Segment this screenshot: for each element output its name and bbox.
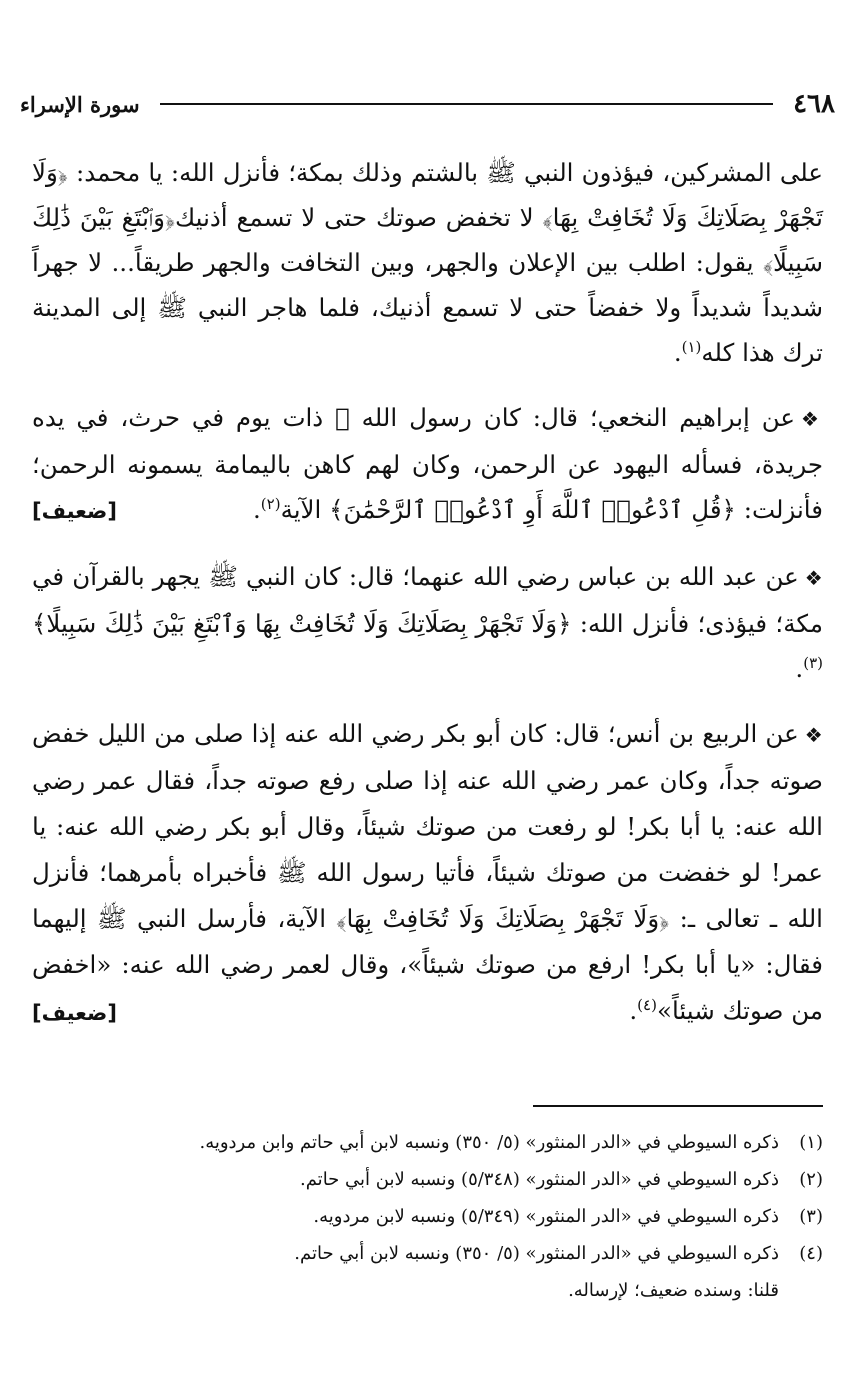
paragraph-text: عن إبراهيم النخعي؛ قال: كان رسول الله ﷺ ذات يوم في حرث، في يده جريدة، فسأله اليهود عن الرحمن، وكان لهم كاهن باليمامة يسمونه الرحمن؛ فأنزلت: ﴿قُلِ ٱدْعُوا۟ ٱللَّهَ أَوِ ٱدْعُوا۟ ٱلرَّحْمَٰنَ﴾ الآية bbox=[32, 403, 823, 524]
footnote-number: (٢) bbox=[799, 1169, 823, 1190]
page-number: ٤٦٨ bbox=[793, 89, 835, 119]
paragraph-4 bbox=[32, 711, 823, 1036]
header-rule bbox=[160, 103, 773, 105]
footnote-ref[interactable]: (٢) bbox=[260, 494, 281, 513]
footnote-item bbox=[32, 1161, 823, 1198]
footnote-number: (٤) bbox=[799, 1243, 823, 1264]
footnote-note: قلنا: وسنده ضعيف؛ لإرساله. bbox=[568, 1280, 779, 1301]
footnote-number: (١) bbox=[799, 1132, 823, 1153]
footnote-separator bbox=[533, 1105, 823, 1107]
footnote-text: ذكره السيوطي في «الدر المنثور» (٥/ ٣٥٠) ونسبه لابن أبي حاتم. bbox=[294, 1243, 779, 1264]
diamond-bullet-icon: ❖ bbox=[804, 723, 823, 747]
paragraph-text: على المشركين، فيؤذون النبي ﷺ بالشتم وذلك بمكة؛ فأنزل الله: يا محمد: ﴿وَلَا تَجْهَرْ بِصَلَاتِكَ وَلَا تُخَافِتْ بِهَا﴾ لا تخفض صوتك حتى لا تسمع أذنيك﴿وَٱبْتَغِ بَيْنَ ذَٰلِكَ سَبِيلًا﴾ يقول: اطلب بين الإعلان والجهر، وبين التخافت والجهر طريقاً... لا جهراً شديداً شديداً ولا خفضاً حتى لا تسمع أذنيك، فلما هاجر النبي ﷺ إلى المدينة ترك هذا كله bbox=[32, 158, 823, 367]
grade-label: [ضعيف] bbox=[32, 1001, 117, 1025]
paragraph-3 bbox=[32, 554, 823, 691]
diamond-bullet-icon: ❖ bbox=[800, 407, 823, 431]
surah-title: سورة الإسراء bbox=[20, 91, 140, 117]
footnote-text: ذكره السيوطي في «الدر المنثور» (٥/٣٤٨) ونسبه لابن أبي حاتم. bbox=[299, 1169, 779, 1190]
paragraph-end: . bbox=[795, 654, 804, 683]
paragraph-text: عن الربيع بن أنس؛ قال: كان أبو بكر رضي الله عنه إذا صلى من الليل خفض صوته جداً، وكان عمر رضي الله عنه إذا صلى رفع صوته جداً، فقال عمر رضي الله عنه: يا أبا بكر! لو رفعت من صوتك شيئاً، وقال أبو بكر رضي الله عنه: يا عمر! لو خفضت من صوتك شيئاً، فأتيا رسول الله ﷺ فأخبراه بأمرهما؛ فأنزل الله ـ تعالى ـ: ﴿وَلَا تَجْهَرْ بِصَلَاتِكَ وَلَا تُخَافِتْ بِهَا﴾ الآية، فأرسل النبي ﷺ إليهما فقال: «يا أبا بكر! ارفع من صوتك شيئاً»، وقال لعمر رضي الله عنه: «اخفض من صوتك شيئاً» bbox=[32, 719, 823, 1025]
footnote-ref[interactable]: (٤) bbox=[637, 995, 657, 1014]
main-text bbox=[32, 150, 823, 1056]
paragraph-text: عن عبد الله بن عباس رضي الله عنهما؛ قال: كان النبي ﷺ يجهر بالقرآن في مكة؛ فيؤذى؛ فأنزل الله: ﴿وَلَا تَجْهَرْ بِصَلَاتِكَ وَلَا تُخَافِتْ بِهَا وَٱبْتَغِ بَيْنَ ذَٰلِكَ سَبِيلًا﴾ bbox=[32, 562, 823, 638]
footnote-item bbox=[32, 1235, 823, 1272]
running-header bbox=[20, 84, 835, 124]
paragraph-2 bbox=[32, 395, 823, 534]
footnotes bbox=[32, 1124, 823, 1309]
footnote-item bbox=[32, 1124, 823, 1161]
paragraph-end: . bbox=[253, 495, 261, 524]
footnote-item bbox=[32, 1198, 823, 1235]
footnote-text: ذكره السيوطي في «الدر المنثور» (٥/ ٣٥٠) ونسبه لابن أبي حاتم وابن مردويه. bbox=[199, 1132, 779, 1153]
paragraph-end: . bbox=[629, 996, 638, 1025]
grade-label: [ضعيف] bbox=[32, 499, 117, 523]
footnote-number: (٣) bbox=[799, 1206, 823, 1227]
footnote-ref[interactable]: (١) bbox=[681, 337, 702, 356]
diamond-bullet-icon: ❖ bbox=[804, 566, 823, 590]
paragraph-1 bbox=[32, 150, 823, 375]
paragraph-end: . bbox=[673, 338, 682, 367]
footnote-ref[interactable]: (٣) bbox=[803, 653, 823, 672]
footnote-text: ذكره السيوطي في «الدر المنثور» (٥/٣٤٩) ونسبه لابن مردويه. bbox=[313, 1206, 779, 1227]
